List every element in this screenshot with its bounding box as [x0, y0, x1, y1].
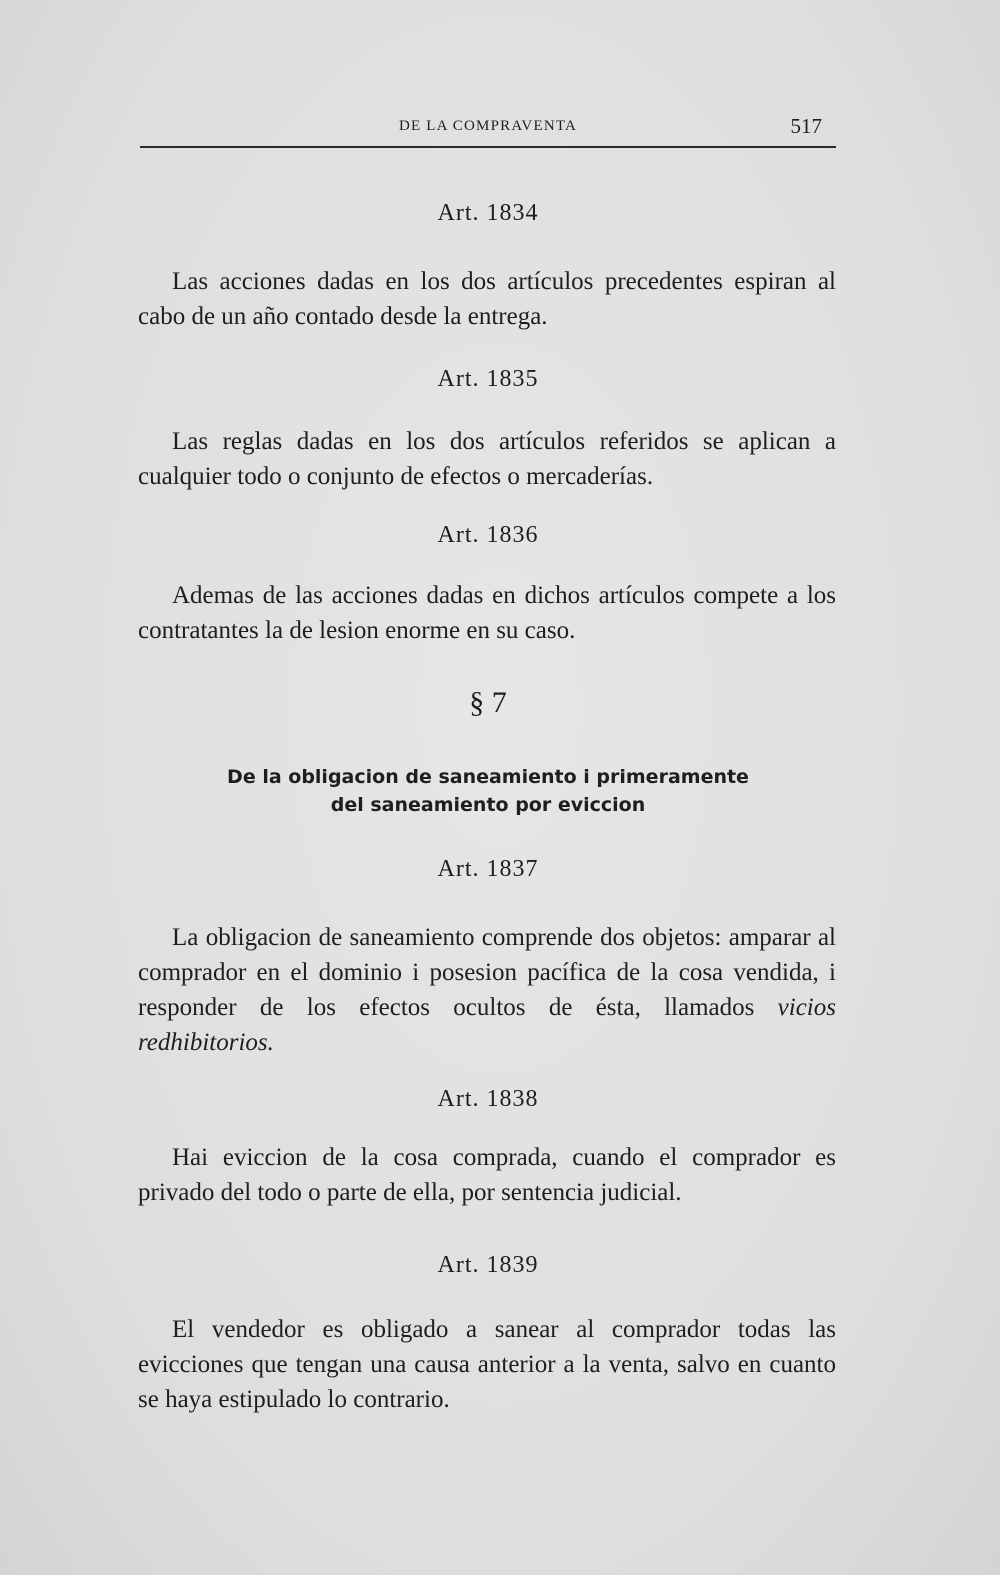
- article-1839-text: El vendedor es obligado a sanear al comprador todas las evicciones que tengan una causa anterior a la venta, salvo en cuanto se haya estipulado lo contrario.: [138, 1316, 836, 1413]
- page-number: 517: [790, 114, 822, 138]
- article-1837-text: [138, 920, 836, 1060]
- article-1837-text-main: La obligacion de saneamiento comprende dos objetos: amparar al comprador en el dominio i posesion pacífica de la cosa vendida, i responder de los efectos ocultos de ésta, llamados: [138, 924, 836, 1021]
- article-1837-heading: Art. 1837: [437, 856, 539, 882]
- section-title-line-1: De la obligacion de saneamiento i primeramente: [227, 766, 749, 788]
- article-1837-italic-term: vicios redhibitorios.: [138, 994, 836, 1056]
- article-1835-text: Las reglas dadas en los dos artículos referidos se aplican a cualquier todo o conjunto de efectos o mercaderías.: [138, 428, 836, 490]
- section-mark: § 7: [469, 686, 507, 719]
- article-1839-heading: Art. 1839: [437, 1252, 539, 1278]
- section-title-line-2: del saneamiento por eviccion: [330, 794, 646, 816]
- article-1838-heading: Art. 1838: [437, 1086, 539, 1112]
- article-1836-heading: Art. 1836: [437, 522, 539, 548]
- page-header: [140, 112, 836, 148]
- article-1834-heading: Art. 1834: [437, 200, 539, 226]
- article-1835-heading: Art. 1835: [437, 366, 539, 392]
- article-1838-text: Hai eviccion de la cosa comprada, cuando el comprador es privado del todo o parte de ella, por sentencia judicial.: [138, 1144, 836, 1206]
- article-1836-text: Ademas de las acciones dadas en dichos artículos compete a los contratantes la de lesion enorme en su caso.: [138, 582, 836, 644]
- running-head: DE LA COMPRAVENTA: [398, 118, 578, 134]
- article-1834-text: Las acciones dadas en los dos artículos precedentes espiran al cabo de un año contado desde la entrega.: [138, 268, 836, 330]
